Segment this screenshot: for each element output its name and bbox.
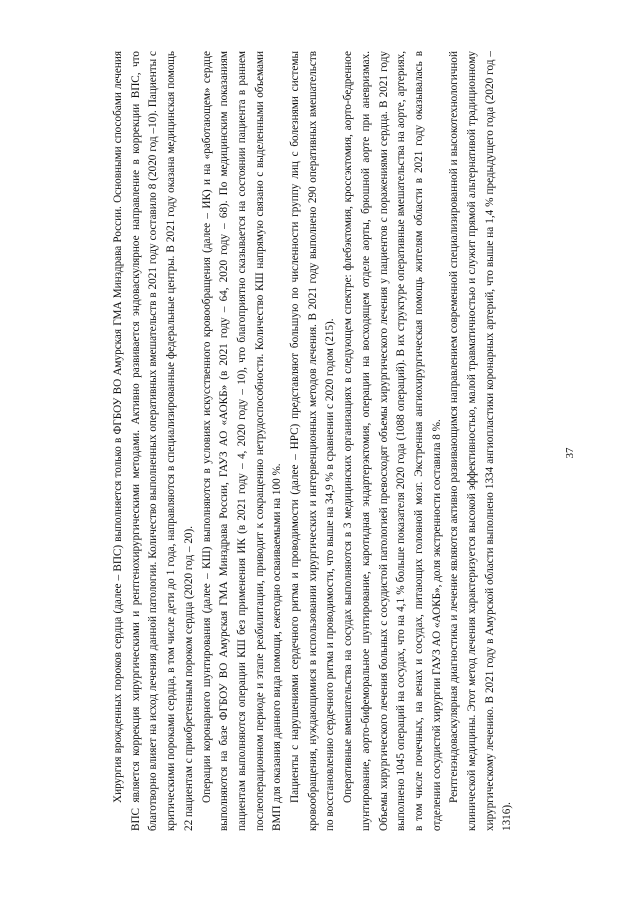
paragraph-coronary-bypass: Операции коронарного шунтирования (далее – КШ) выполняются в условиях искусственного кровообращения (далее – ИК) и на «работающем» сердце выполняются на базе ФГБОУ ВО Амурская ГМА Минздрава России, ГАУЗ АО «АОКБ» (в 2021 году – 64, 2020 году – 68). По медицинским показаниям пациентам выполняются операции КШ без применения ИК (в 2021 году – 4, 2020 году – 10), что благоприятно сказывается на состоянии пациента в раннем послеоперационном периоде и этапе реабилитации, приводит к сокращению нетрудоспособности. Количество КШ напрямую связано с выделенными объемами ВМП для оказания данного вида помощи, ежегодно осваиваемыми на 100 %. [200,51,284,831]
page-number: 37 [564,447,576,459]
paragraph-heart-rhythm: Пациенты с нарушениями сердечного ритма и проводимости (далее – НРС) представляют большую по численности группу лиц с болезнями системы кровообращения, нуждающимися в использовании хирургических и интервенционных методов лечения. В 2021 году выполнено 290 оперативных вмешательств по восстановлению сердечного ритма и проводимости, что выше на 34,9 % в сравнении с 2020 годом (215). [289,51,337,831]
paragraph-congenital-heart-defects: Хирургия врожденных пороков сердца (далее – ВПС) выполняется только в ФГБОУ ВО Амурская ГМА Минздрава России. Основными способами лечения ВПС является коррекция хирургическими и рентгенохирургическими методами. Активно развивается эндоваскулярное направление в коррекции ВПС, что благотворно влияет на исход лечения данной патологии. Количество выполненных оперативных вмешательств в 2021 году составило 8 (2020 год –10). Пациенты с критическими пороками сердца, в том числе дети до 1 года, направляются в специализированные федеральные центры. В 2021 году оказана медицинская помощь 22 пациентам с приобретенным пороком сердца (2020 год – 20). [112,51,195,831]
document-body [110,51,530,831]
paragraph-endovascular: Рентгенэндоваскулярная диагностика и лечение являются активно развивающимся направлением современной специализированной и высокотехнологичной клинической медицины. Этот метод лечения характеризуется высокой эффективностью, малой травматичностью и служит прямой альтернативой традиционному хирургическому лечению. В 2021 году в Амурской области выполнено 1334 ангиопластики коронарных артерий, что выше на 1,4 % предыдущего года (2020 год – 1316). [448,51,514,831]
paragraph-vascular-surgery: Оперативные вмешательства на сосудах выполняются в 3 медицинских организациях в следующем спектре: флебэктомия, кроссэктомия, аорто-бедренное шунтирование, аорто-бифеморальное шунтирование, каротидная эндартерэктомия, операции на восходящем отделе аорты, брюшной аорте при аневризмах. Объемы хирургического лечения больных с сосудистой патологией превосходят объемы хирургического лечения у пациентов с поражениями сердца. В 2021 году выполнено 1045 операций на сосудах, что на 4,1 % больше показателя 2020 года (1088 операций). В их структуре оперативные вмешательства на аорте, артериях, в том числе почечных, на венах и сосудах, питающих головной мозг. Экстренная ангиохирургическая помощь жителям области в 2021 году оказывалась в отделении сосудистой хирургии ГАУЗ АО «АОКБ», доля экстренности составила 8 %. [342,51,443,831]
